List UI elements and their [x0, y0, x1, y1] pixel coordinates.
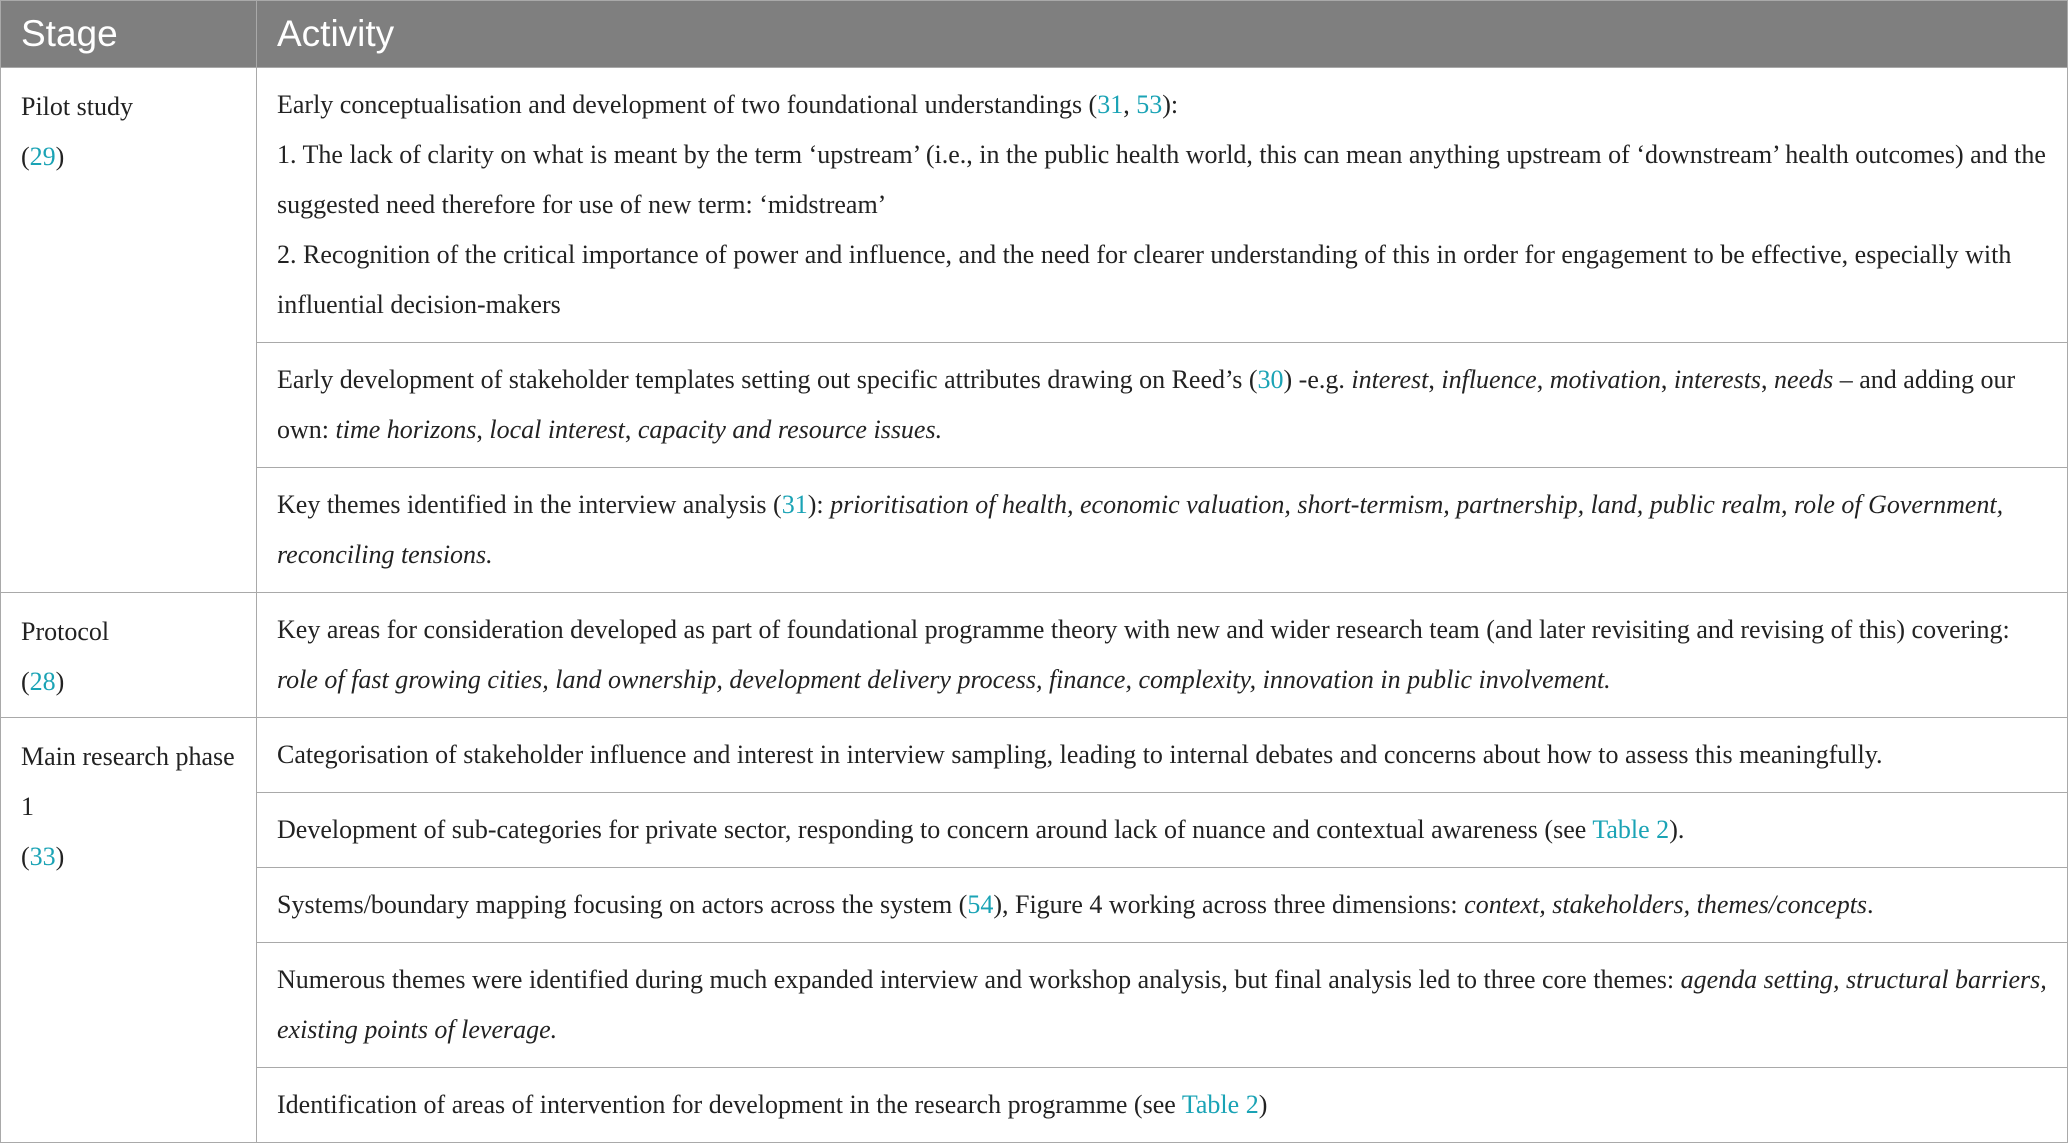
stage-label: Pilot study — [21, 92, 133, 121]
citation-link[interactable]: 54 — [967, 890, 994, 919]
stage-cell-protocol — [1, 593, 257, 718]
activity-item-1: 1. The lack of clarity on what is meant by the term ‘upstream’ (i.e., in the public health world, this can mean anything upstream of ‘downstream’ health outcomes) and the suggested need therefore for use of new term: ‘midstream’ — [277, 140, 2046, 219]
stage-label: Protocol — [21, 617, 110, 646]
table-row — [1, 343, 2068, 468]
activity-cell: Early development of stakeholder templates setting out specific attributes drawing on Reed’s (30) -e.g. interest, influence, motivation, interests, needs – and adding our own: time horizons, local interest, capacity and resource issues. — [257, 343, 2068, 468]
activity-cell: Numerous themes were identified during much expanded interview and workshop analysis, but final analysis led to three core themes: agenda setting, structural barriers, existing points of leverage. — [257, 943, 2068, 1068]
citation-link[interactable]: 30 — [1257, 365, 1284, 394]
activity-cell: Identification of areas of intervention for development in the research programme (see Table 2) — [257, 1068, 2068, 1143]
header-row — [1, 1, 2068, 68]
table-row — [1, 593, 2068, 718]
citation-link[interactable]: 29 — [29, 142, 56, 171]
activity-cell: Systems/boundary mapping focusing on actors across the system (54), Figure 4 working across three dimensions: context, stakeholders, themes/concepts. — [257, 868, 2068, 943]
stage-label: Main research phase 1 — [21, 742, 235, 821]
activity-item-2: 2. Recognition of the critical importance of power and influence, and the need for clearer understanding of this in order for engagement to be effective, especially with influential decision-makers — [277, 240, 2012, 319]
stage-cell-pilot — [1, 68, 257, 593]
table-row — [1, 718, 2068, 793]
stage-cell-main — [1, 718, 257, 1143]
table-row — [1, 868, 2068, 943]
table-row — [1, 793, 2068, 868]
table-link[interactable]: Table 2 — [1181, 1090, 1259, 1119]
citation-link[interactable]: 31 — [781, 490, 808, 519]
table-link[interactable]: Table 2 — [1592, 815, 1670, 844]
stage-reference: (29) — [21, 142, 65, 171]
citation-link[interactable]: 28 — [29, 667, 56, 696]
table-row — [1, 1068, 2068, 1143]
citation-link[interactable]: 33 — [29, 842, 56, 871]
activity-intro: Early conceptualisation and development of two foundational understandings (31, 53): — [277, 90, 1179, 119]
activity-cell: Key areas for consideration developed as part of foundational programme theory with new and wider research team (and later revisiting and revising of this) covering: role of fast growing cities, land ownership, development delivery process, finance, complexity, innovation in public involvement. — [257, 593, 2068, 718]
header-stage: Stage — [1, 1, 257, 68]
activity-cell — [257, 68, 2068, 343]
table-row — [1, 943, 2068, 1068]
table-row — [1, 468, 2068, 593]
table-row — [1, 68, 2068, 343]
header-activity: Activity — [257, 1, 2068, 68]
activity-cell: Development of sub-categories for private sector, responding to concern around lack of nuance and contextual awareness (see Table 2). — [257, 793, 2068, 868]
stage-reference: (33) — [21, 842, 65, 871]
activity-cell: Categorisation of stakeholder influence and interest in interview sampling, leading to internal debates and concerns about how to assess this meaningfully. — [257, 718, 2068, 793]
activity-cell: Key themes identified in the interview analysis (31): prioritisation of health, economic valuation, short-termism, partnership, land, public realm, role of Government, reconciling tensions. — [257, 468, 2068, 593]
citation-link[interactable]: 53 — [1136, 90, 1163, 119]
stage-reference: (28) — [21, 667, 65, 696]
citation-link[interactable]: 31 — [1097, 90, 1124, 119]
